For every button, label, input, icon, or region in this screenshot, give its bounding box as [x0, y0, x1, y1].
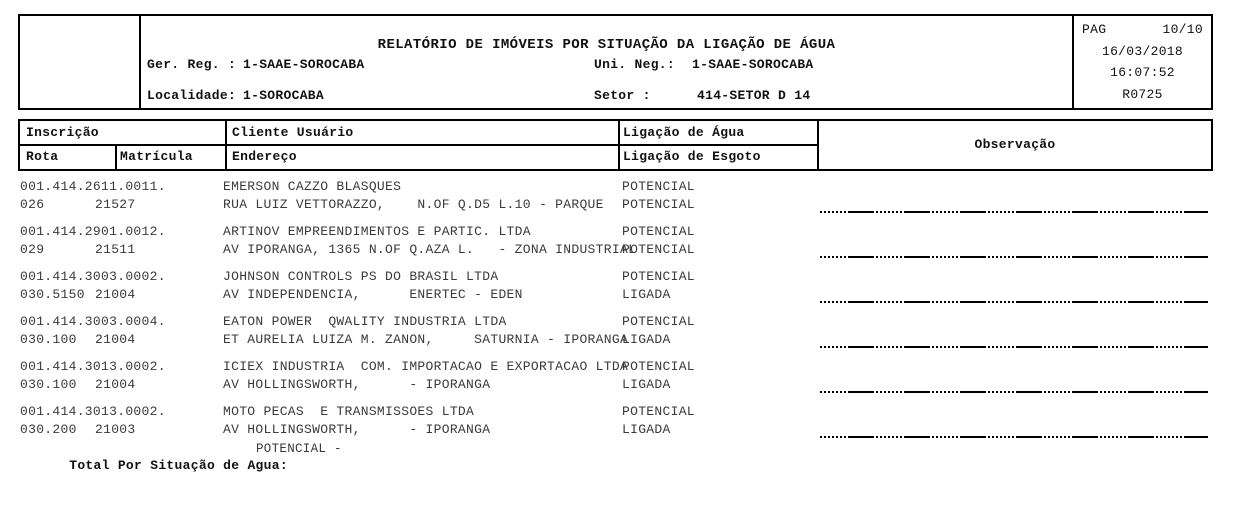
- table-row: [18, 223, 1213, 268]
- total-value: POTENCIAL -: [256, 442, 342, 456]
- uni-neg-label: Uni. Neg.:: [594, 57, 676, 72]
- divider-inscricao-cliente: [225, 121, 227, 169]
- rota-value: 030.5150: [20, 287, 85, 302]
- ligacao-agua-status: POTENCIAL: [622, 224, 695, 239]
- cliente-value: EATON POWER QWALITY INDUSTRIA LTDA: [223, 314, 507, 329]
- ligacao-esgoto-status: LIGADA: [622, 422, 671, 437]
- observacao-blank-line: [820, 256, 1208, 258]
- setor-value: 414-SETOR D 14: [697, 88, 811, 103]
- header-endereco: Endereço: [232, 149, 297, 164]
- total-label: Total Por Situação de Agua:: [69, 458, 288, 473]
- report-time: 16:07:52: [1110, 65, 1175, 81]
- rota-value: 029: [20, 242, 45, 257]
- matricula-value: 21004: [95, 377, 136, 392]
- page-info-box: [1072, 16, 1211, 108]
- setor-label: Setor :: [594, 88, 651, 103]
- cliente-value: ARTINOV EMPREENDIMENTOS E PARTIC. LTDA: [223, 224, 531, 239]
- endereco-value: AV IPORANGA, 1365 N.OF Q.AZA L. - ZONA INDUSTRIAL: [223, 242, 637, 257]
- endereco-value: AV INDEPENDENCIA, ENERTEC - EDEN: [223, 287, 523, 302]
- cliente-value: JOHNSON CONTROLS PS DO BRASIL LTDA: [223, 269, 499, 284]
- observacao-blank-line: [820, 436, 1208, 438]
- report-code: R0725: [1122, 86, 1163, 102]
- table-header-box: [18, 119, 1213, 171]
- inscricao-value: 001.414.2611.0011.: [20, 179, 166, 194]
- field-localidade: [147, 88, 325, 106]
- report-title: RELATÓRIO DE IMÓVEIS POR SITUAÇÃO DA LIGAÇÃO DE ÁGUA: [377, 37, 836, 53]
- inscricao-value: 001.414.3013.0002.: [20, 359, 166, 374]
- matricula-value: 21527: [95, 197, 136, 212]
- endereco-value: AV HOLLINGSWORTH, - IPORANGA: [223, 422, 491, 437]
- endereco-value: AV HOLLINGSWORTH, - IPORANGA: [223, 377, 491, 392]
- table-row: [18, 178, 1213, 223]
- ligacao-agua-status: POTENCIAL: [622, 314, 695, 329]
- ligacao-agua-status: POTENCIAL: [622, 359, 695, 374]
- header-matricula: Matrícula: [120, 149, 193, 164]
- ger-reg-value: 1-SAAE-SOROCABA: [243, 57, 365, 72]
- ligacao-esgoto-status: LIGADA: [622, 377, 671, 392]
- ligacao-agua-status: POTENCIAL: [622, 179, 695, 194]
- observacao-blank-line: [820, 391, 1208, 393]
- inscricao-value: 001.414.3003.0002.: [20, 269, 166, 284]
- divider-endereco-ligacao: [618, 121, 620, 169]
- localidade-label: Localidade:: [147, 88, 237, 103]
- localidade-value: 1-SOROCABA: [243, 88, 325, 103]
- ligacao-esgoto-status: POTENCIAL: [622, 242, 695, 257]
- inscricao-value: 001.414.3003.0004.: [20, 314, 166, 329]
- observacao-blank-line: [820, 301, 1208, 303]
- endereco-value: ET AURELIA LUIZA M. ZANON, SATURNIA - IPORANGA: [223, 332, 629, 347]
- report-header-main: [141, 16, 1072, 108]
- inscricao-value: 001.414.2901.0012.: [20, 224, 166, 239]
- pag-label: PAG: [1082, 22, 1107, 37]
- field-uni-neg: [594, 57, 814, 75]
- header-cliente: Cliente Usuário: [232, 125, 354, 140]
- rota-value: 030.100: [20, 377, 77, 392]
- matricula-value: 21511: [95, 242, 136, 257]
- table-row: [18, 358, 1213, 403]
- report-date: 16/03/2018: [1101, 43, 1183, 59]
- uni-neg-value: 1-SAAE-SOROCABA: [692, 57, 814, 72]
- rota-value: 026: [20, 197, 45, 212]
- header-esgoto: Ligação de Esgoto: [623, 149, 761, 164]
- field-setor: [594, 88, 811, 106]
- observacao-blank-line: [820, 346, 1208, 348]
- table-row: [18, 313, 1213, 358]
- ligacao-esgoto-status: LIGADA: [622, 332, 671, 347]
- ligacao-agua-status: POTENCIAL: [622, 269, 695, 284]
- header-agua: Ligação de Água: [623, 125, 745, 140]
- logo-placeholder: [20, 16, 141, 108]
- rota-value: 030.100: [20, 332, 77, 347]
- report-header-box: [18, 14, 1213, 110]
- header-rota: Rota: [26, 149, 59, 164]
- ligacao-agua-status: POTENCIAL: [622, 404, 695, 419]
- observacao-blank-line: [820, 211, 1208, 213]
- ligacao-esgoto-status: POTENCIAL: [622, 197, 695, 212]
- page-number-row: [1082, 22, 1203, 37]
- field-ger-reg: [147, 57, 365, 75]
- cliente-value: EMERSON CAZZO BLASQUES: [223, 179, 402, 194]
- table-row: [18, 403, 1213, 448]
- ligacao-esgoto-status: LIGADA: [622, 287, 671, 302]
- header-observacao: Observação: [974, 137, 1056, 152]
- header-inscricao: Inscrição: [26, 125, 99, 140]
- page-number: 10/10: [1162, 22, 1203, 37]
- ger-reg-label: Ger. Reg. :: [147, 57, 237, 72]
- total-row: [38, 442, 342, 473]
- table-row: [18, 268, 1213, 313]
- matricula-value: 21003: [95, 422, 136, 437]
- rota-value: 030.200: [20, 422, 77, 437]
- endereco-value: RUA LUIZ VETTORAZZO, N.OF Q.D5 L.10 - PARQUE: [223, 197, 604, 212]
- cliente-value: MOTO PECAS E TRANSMISSOES LTDA: [223, 404, 475, 419]
- matricula-value: 21004: [95, 287, 136, 302]
- matricula-value: 21004: [95, 332, 136, 347]
- divider-rota-matricula: [115, 146, 117, 169]
- inscricao-value: 001.414.3013.0002.: [20, 404, 166, 419]
- cliente-value: ICIEX INDUSTRIA COM. IMPORTACAO E EXPORTACAO LTDA: [223, 359, 629, 374]
